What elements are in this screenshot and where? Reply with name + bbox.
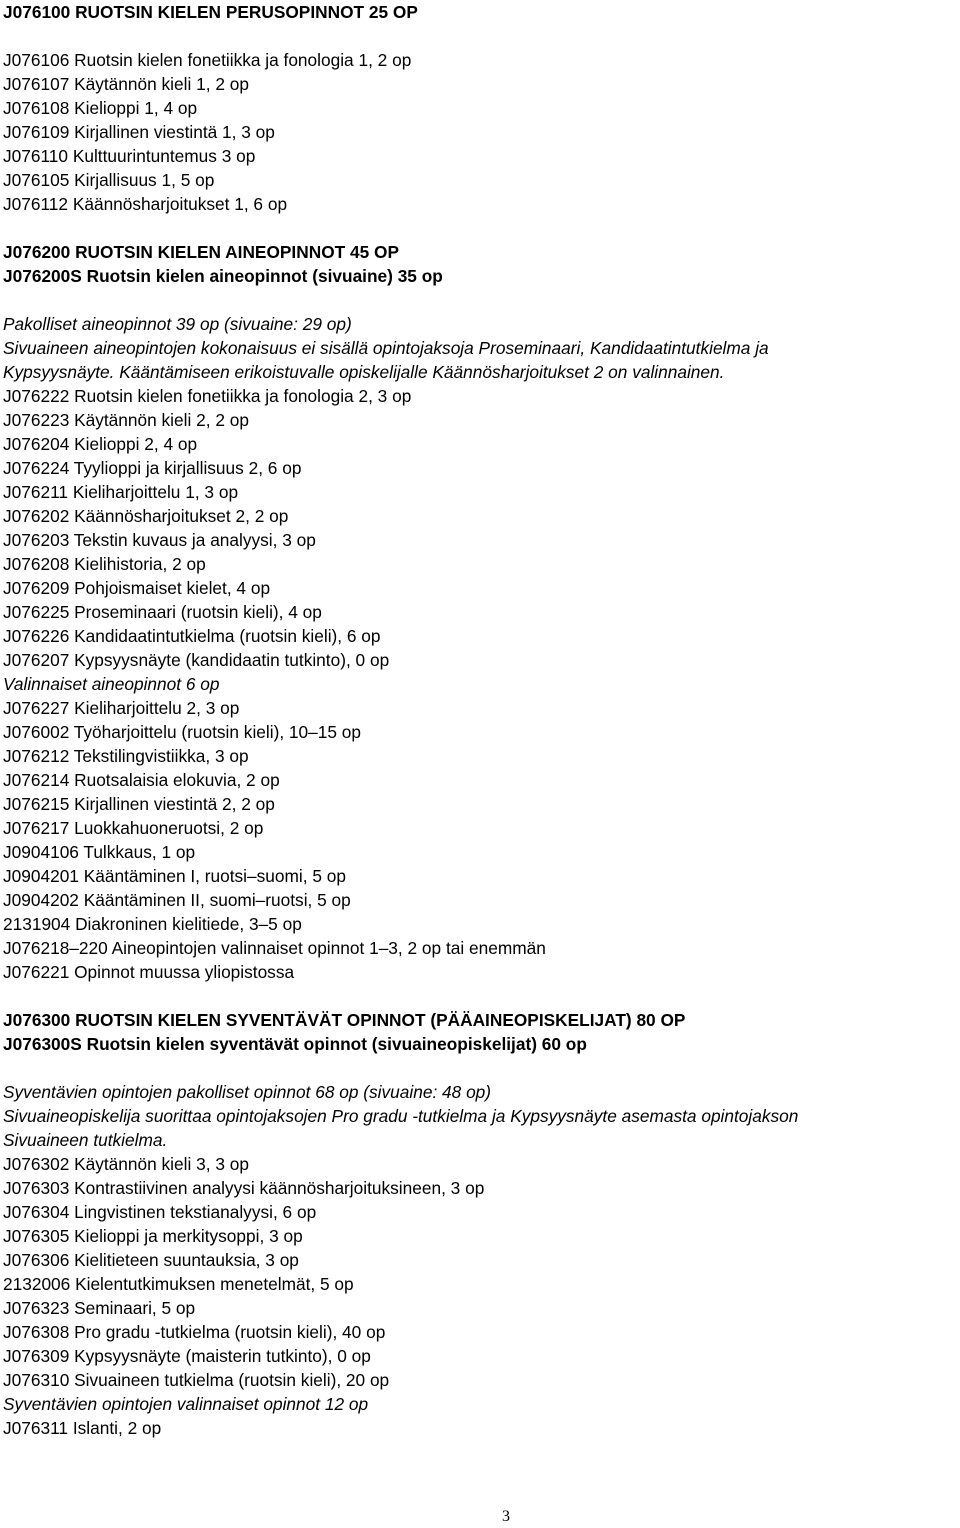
course-line: J076214 Ruotsalaisia elokuvia, 2 op [3,770,280,790]
course-line: J076305 Kielioppi ja merkitysoppi, 3 op [3,1226,303,1246]
course-line: J076107 Käytännön kieli 1, 2 op [3,74,249,94]
course-line: J076306 Kielitieteen suuntauksia, 3 op [3,1250,299,1270]
course-line: J076106 Ruotsin kielen fonetiikka ja fonologia 1, 2 op [3,50,412,70]
course-line: J0904202 Kääntäminen II, suomi–ruotsi, 5 op [3,890,351,910]
section-title-aineopinnot: J076200 RUOTSIN KIELEN AINEOPINNOT 45 OP [3,242,399,262]
course-line: J076002 Työharjoittelu (ruotsin kieli), 10–15 op [3,722,362,742]
section-title-perusopinnot: J076100 RUOTSIN KIELEN PERUSOPINNOT 25 OP [3,2,418,22]
course-line: J0904106 Tulkkaus, 1 op [3,842,196,862]
course-line: J076302 Käytännön kieli 3, 3 op [3,1154,249,1174]
course-line: J076208 Kielihistoria, 2 op [3,554,206,574]
course-line: J076222 Ruotsin kielen fonetiikka ja fonologia 2, 3 op [3,386,412,406]
course-line: J076225 Proseminaari (ruotsin kieli), 4 op [3,602,322,622]
course-line: J076227 Kieliharjoittelu 2, 3 op [3,698,240,718]
course-line: J0904201 Kääntäminen I, ruotsi–suomi, 5 op [3,866,346,886]
course-line: J076308 Pro gradu -tutkielma (ruotsin kieli), 40 op [3,1322,386,1342]
note-line: Kypsyysnäyte. Kääntämiseen erikoistuvalle opiskelijalle Käännösharjoitukset 2 on valinnainen. [3,362,725,382]
course-line: J076309 Kypsyysnäyte (maisterin tutkinto), 0 op [3,1346,371,1366]
course-line: J076105 Kirjallisuus 1, 5 op [3,170,215,190]
course-line: J076218–220 Aineopintojen valinnaiset opinnot 1–3, 2 op tai enemmän [3,938,546,958]
course-line: J076223 Käytännön kieli 2, 2 op [3,410,249,430]
course-line: J076207 Kypsyysnäyte (kandidaatin tutkinto), 0 op [3,650,390,670]
section-title-syventavat: J076300 RUOTSIN KIELEN SYVENTÄVÄT OPINNOT (PÄÄAINEOPISKELIJAT) 80 OP [3,1010,686,1030]
note-line: Sivuaineen aineopintojen kokonaisuus ei sisällä opintojaksoja Proseminaari, Kandidaatintutkielma ja [3,338,769,358]
course-line: J076221 Opinnot muussa yliopistossa [3,962,295,982]
course-line: 2132006 Kielentutkimuksen menetelmät, 5 op [3,1274,354,1294]
course-line: 2131904 Diakroninen kielitiede, 3–5 op [3,914,302,934]
mandatory-heading-aineopinnot: Pakolliset aineopinnot 39 op (sivuaine: 29 op) [3,314,352,334]
section-subtitle-aineopinnot: J076200S Ruotsin kielen aineopinnot (sivuaine) 35 op [3,266,443,286]
optional-heading-aineopinnot: Valinnaiset aineopinnot 6 op [3,674,220,694]
course-line: J076217 Luokkahuoneruotsi, 2 op [3,818,264,838]
course-line: J076202 Käännösharjoitukset 2, 2 op [3,506,289,526]
course-line: J076303 Kontrastiivinen analyysi käännösharjoituksineen, 3 op [3,1178,485,1198]
course-line: J076108 Kielioppi 1, 4 op [3,98,198,118]
course-line: J076304 Lingvistinen tekstianalyysi, 6 op [3,1202,317,1222]
page-number: 3 [502,1508,510,1525]
note-line: Sivuaineen tutkielma. [3,1130,168,1150]
note-line: Sivuaineopiskelija suorittaa opintojaksojen Pro gradu -tutkielma ja Kypsyysnäyte asemasta opintojakson [3,1106,799,1126]
course-line: J076112 Käännösharjoitukset 1, 6 op [3,194,288,214]
course-line: J076311 Islanti, 2 op [3,1418,162,1438]
course-line: J076212 Tekstilingvistiikka, 3 op [3,746,249,766]
course-line: J076323 Seminaari, 5 op [3,1298,196,1318]
course-line: J076109 Kirjallinen viestintä 1, 3 op [3,122,275,142]
course-line: J076310 Sivuaineen tutkielma (ruotsin kieli), 20 op [3,1370,390,1390]
course-line: J076110 Kulttuurintuntemus 3 op [3,146,256,166]
course-line: J076226 Kandidaatintutkielma (ruotsin kieli), 6 op [3,626,381,646]
mandatory-heading-syventavat: Syventävien opintojen pakolliset opinnot 68 op (sivuaine: 48 op) [3,1082,492,1102]
section-subtitle-syventavat: J076300S Ruotsin kielen syventävät opinnot (sivuaineopiskelijat) 60 op [3,1034,587,1054]
course-line: J076204 Kielioppi 2, 4 op [3,434,198,454]
course-line: J076203 Tekstin kuvaus ja analyysi, 3 op [3,530,316,550]
optional-heading-syventavat: Syventävien opintojen valinnaiset opinnot 12 op [3,1394,369,1414]
course-line: J076215 Kirjallinen viestintä 2, 2 op [3,794,275,814]
course-line: J076211 Kieliharjoittelu 1, 3 op [3,482,239,502]
document-page [3,0,960,1440]
course-line: J076209 Pohjoismaiset kielet, 4 op [3,578,271,598]
course-line: J076224 Tyylioppi ja kirjallisuus 2, 6 op [3,458,302,478]
